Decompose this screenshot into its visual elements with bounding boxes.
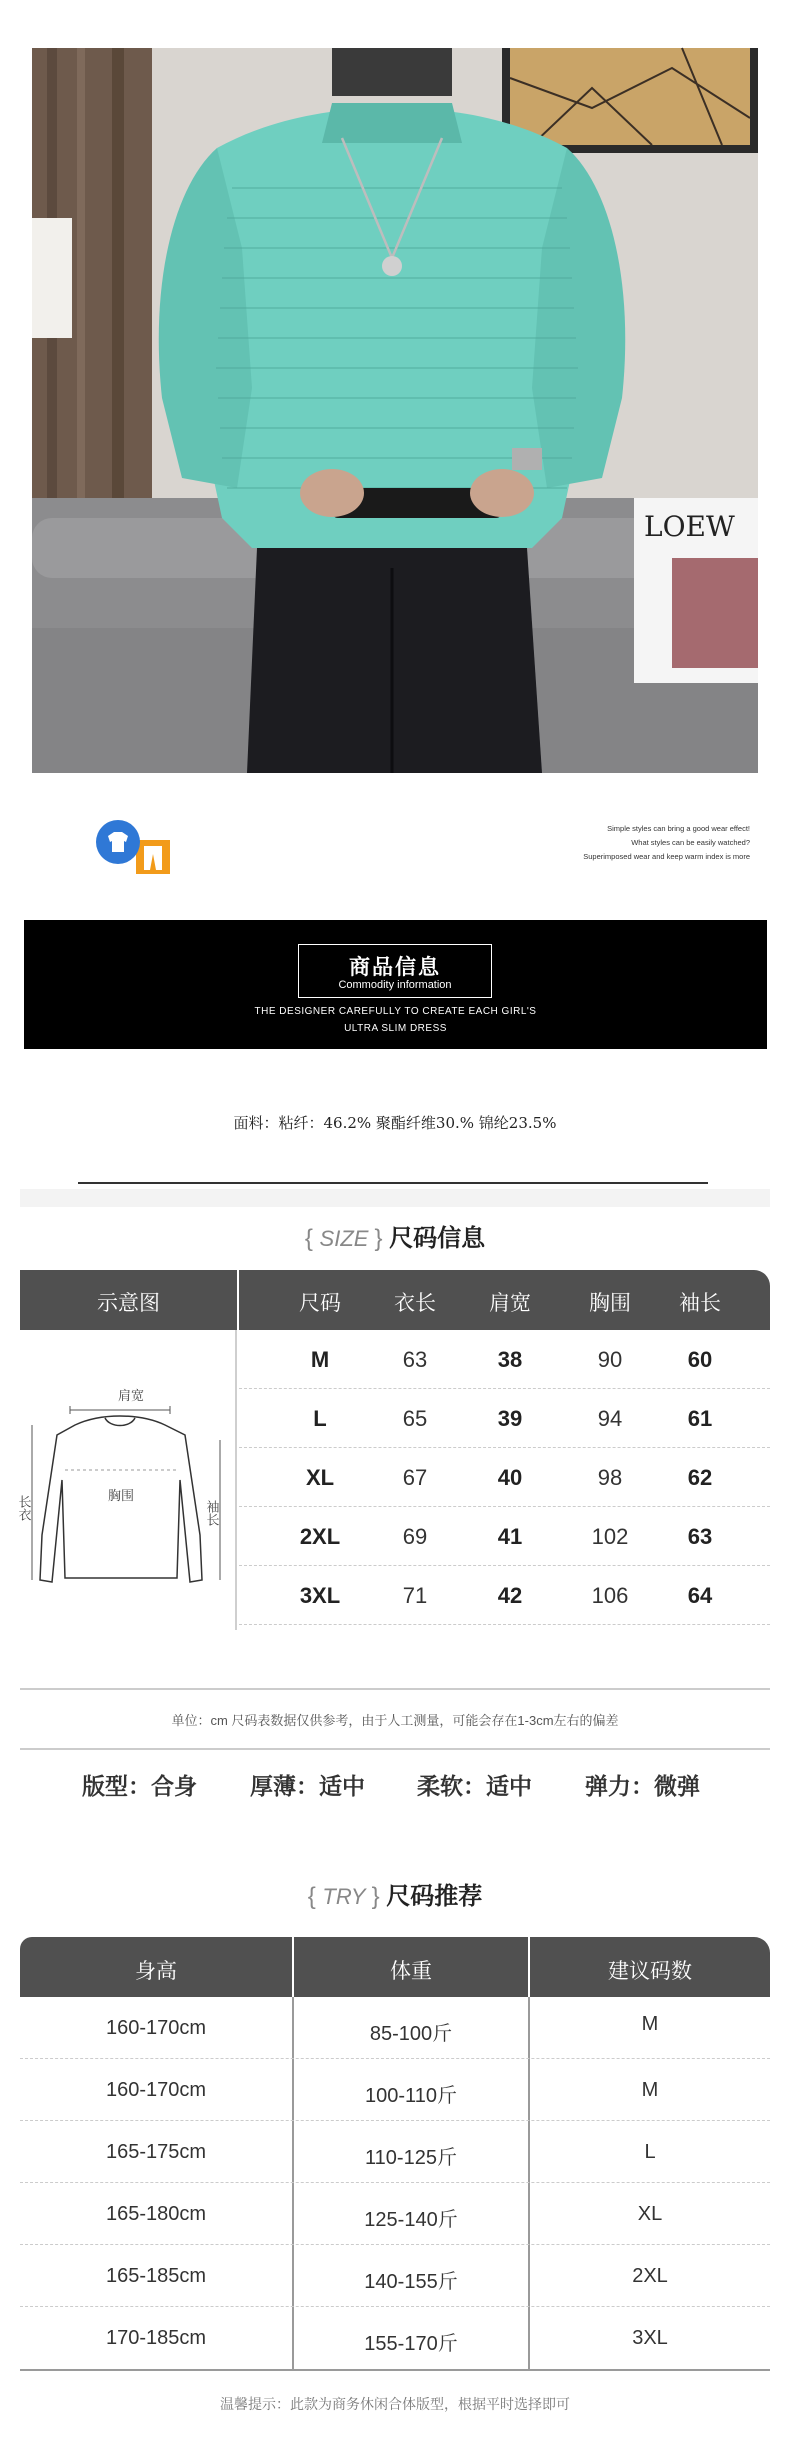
height-cell: 165-175cm [105,2141,207,2163]
col-sleeve: 袖长 [679,1292,721,1315]
length-cell: 71 [402,1583,428,1608]
banner-title-en: Commodity information [338,979,452,991]
product-photo-illustration [32,48,758,773]
size-recommendation-table [20,1937,770,2355]
banner-subtitle-2: ULTRA SLIM DRESS [344,1023,447,1034]
shoulder-cell: 39 [497,1406,523,1431]
sleeve-cell: 61 [687,1406,713,1431]
weight-cell: 110-125斤 [365,2147,457,2169]
length-cell: 69 [402,1524,428,1549]
pants-icon [136,840,170,874]
col-length: 衣长 [394,1292,436,1315]
weight-cell: 140-155斤 [364,2271,458,2293]
size-heading-en: SIZE [319,1226,369,1251]
suggested-size-cell: 3XL [632,2327,668,2349]
length-cell: 67 [402,1465,428,1490]
height-cell: 170-185cm [105,2327,207,2349]
size-row-xl [239,1448,770,1507]
tagline-line: Simple styles can bring a good wear effect! [607,824,750,833]
unit-note: 单位：cm 尺码表数据仅供参考，由于人工测量，可能会存在1-3cm左右的偏差 [171,1713,619,1728]
size-cell: 2XL [299,1524,341,1549]
size-row-2xl [239,1507,770,1566]
suggested-size-cell: M [641,2013,659,2035]
size-cell: M [310,1347,330,1372]
size-table-header [20,1270,770,1330]
size-heading-cn: 尺码信息 [389,1225,486,1252]
height-cell: 160-170cm [105,2017,207,2039]
shoulder-cell: 38 [497,1347,523,1372]
sleeve-cell: 60 [687,1347,713,1372]
divider [20,1688,770,1690]
prop-softness: 柔软：适中 [417,1773,532,1799]
chest-cell: 102 [591,1524,629,1549]
material-composition: 面料：粘纤：46.2% 聚酯纤维30.% 锦纶23.5% [233,1114,557,1132]
fit-hint: 温馨提示：此款为商务休闲合体版型，根据平时选择即可 [220,2396,570,2412]
length-cell: 63 [402,1347,428,1372]
size-row-l [239,1389,770,1448]
bag-brand-text: LOEW [644,510,735,543]
icon-strip [96,820,186,880]
tagline-line: Superimposed wear and keep warm index is more [583,852,750,861]
try-row [20,1997,770,2059]
tagline [490,822,750,864]
diagram-shoulder-label: 肩宽 [118,1388,145,1403]
chest-cell: 106 [591,1583,629,1608]
prop-thickness: 厚薄：适中 [250,1773,365,1799]
size-cell: XL [305,1465,335,1490]
suggested-size-cell: 2XL [632,2265,668,2287]
product-photo [32,48,758,773]
height-cell: 165-180cm [105,2203,207,2225]
size-row-3xl [239,1566,770,1625]
sleeve-cell: 62 [687,1465,713,1490]
sweater-diagram-svg [16,1330,235,1630]
try-row [20,2183,770,2245]
length-cell: 65 [402,1406,428,1431]
col-chest: 胸围 [589,1292,631,1315]
weight-cell: 100-110斤 [365,2085,457,2107]
shirt-icon [96,820,140,864]
try-section-heading: { TRY } 尺码推荐 [307,1883,483,1910]
banner-title-box [298,944,492,998]
chest-cell: 94 [597,1406,623,1431]
try-row [20,2307,770,2369]
sleeve-cell: 64 [687,1583,713,1608]
col-height: 身高 [135,1960,177,1983]
divider [20,2369,770,2371]
chest-cell: 90 [597,1347,623,1372]
col-size: 尺码 [299,1292,341,1315]
suggested-size-cell: M [641,2079,659,2101]
shoulder-cell: 41 [497,1524,523,1549]
prop-fit: 版型：合身 [82,1773,197,1799]
product-properties [82,1768,722,1802]
height-cell: 160-170cm [105,2079,207,2101]
size-row-m [239,1330,770,1389]
size-section-heading: { SIZE } 尺码信息 [304,1225,486,1252]
banner-title-cn: 商品信息 [349,956,441,979]
weight-cell: 155-170斤 [364,2333,458,2355]
try-table-header [20,1937,770,1997]
divider-band [20,1189,770,1207]
sweater-diagram [16,1330,237,1630]
try-heading-en: TRY [322,1884,366,1909]
col-suggested-size: 建议码数 [608,1960,692,1983]
try-row [20,2245,770,2307]
divider [78,1182,708,1184]
size-cell: 3XL [299,1583,341,1608]
sleeve-cell: 63 [687,1524,713,1549]
diagram-sleeve-label: 袖长 [204,1500,220,1526]
diagram-chest-label: 胸围 [108,1488,135,1503]
header-divider [237,1270,239,1330]
try-row [20,2059,770,2121]
size-table [16,1270,770,1635]
shoulder-cell: 40 [497,1465,523,1490]
try-heading-cn: 尺码推荐 [386,1883,483,1910]
weight-cell: 85-100斤 [369,2023,453,2045]
col-weight: 体重 [390,1960,432,1983]
weight-cell: 125-140斤 [364,2209,458,2231]
prop-elasticity: 弹力：微弹 [585,1773,700,1799]
size-cell: L [313,1406,327,1431]
try-row [20,2121,770,2183]
divider [20,1748,770,1750]
diagram-length-label: 长衣 [16,1495,32,1521]
col-diagram: 示意图 [97,1292,160,1315]
commodity-info-banner [24,920,767,1049]
tagline-line: What styles can be easily watched? [631,838,750,847]
banner-subtitle-1: THE DESIGNER CAREFULLY TO CREATE EACH GIRL'S [254,1006,537,1017]
col-shoulder: 肩宽 [489,1292,531,1315]
icon-strip-svg [96,820,186,880]
height-cell: 165-185cm [105,2265,207,2287]
suggested-size-cell: L [644,2141,656,2163]
chest-cell: 98 [597,1465,623,1490]
shoulder-cell: 42 [497,1583,523,1608]
suggested-size-cell: XL [637,2203,663,2225]
